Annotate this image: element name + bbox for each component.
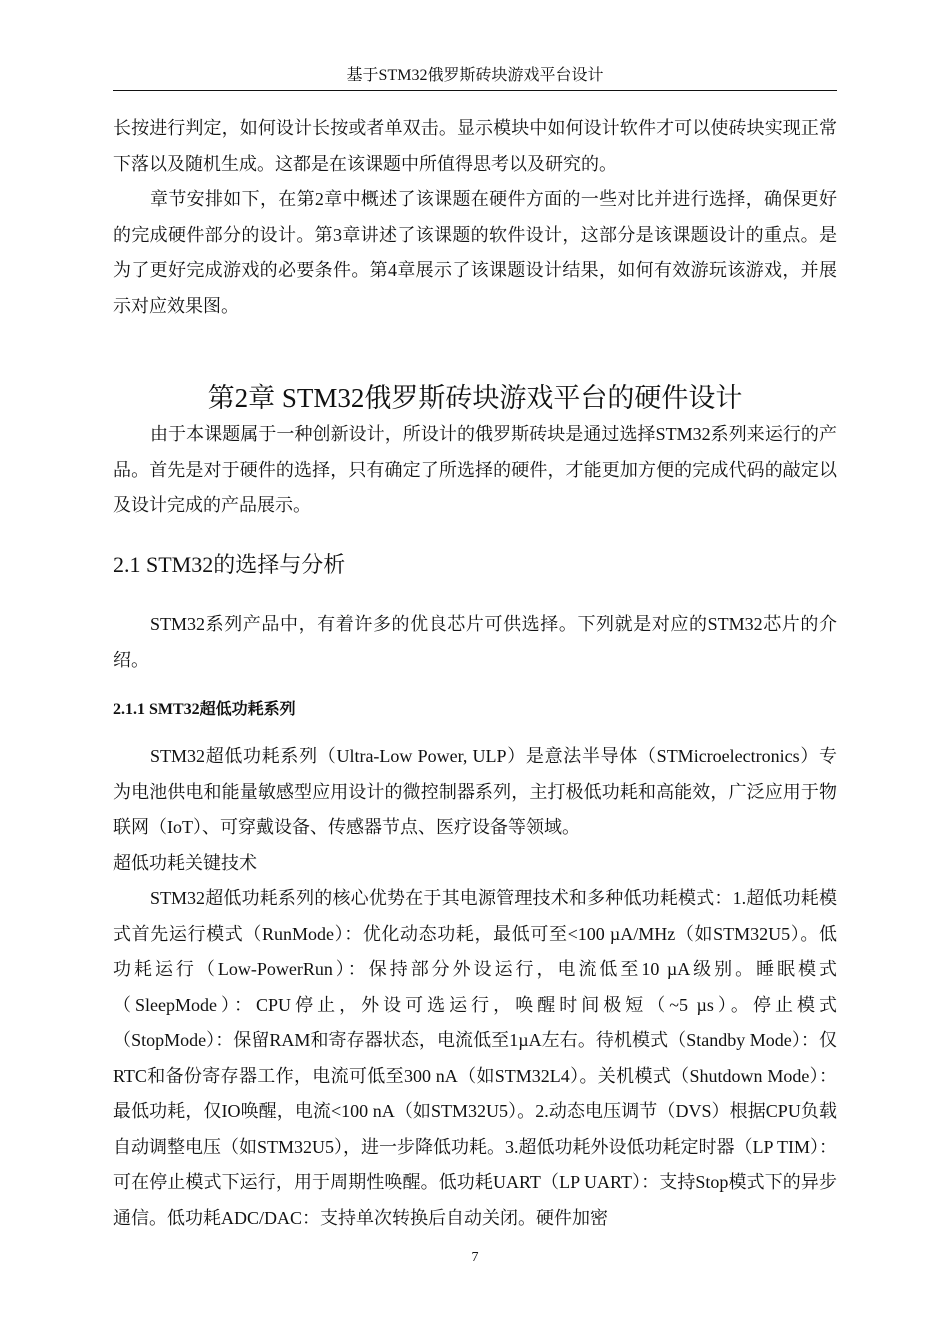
intro-block — [113, 111, 837, 324]
subsection-title: 2.1.1 SMT32超低功耗系列 — [113, 701, 296, 718]
intro-paragraph-2: 章节安排如下，在第2章中概述了该课题在硬件方面的一些对比并进行选择，确保更好的完成硬件部分的设计。第3章讲述了该课题的软件设计，这部分是该课题设计的重点。是为了更好完成游戏的必要条件。第4章展示了该课题设计结果，如何有效游玩该游戏，并展示对应效果图。 — [113, 189, 837, 316]
section-block — [113, 607, 837, 678]
subsection-block — [113, 739, 837, 1236]
chapter-paragraph-1: 由于本课题属于一种创新设计，所设计的俄罗斯砖块是通过选择STM32系列来运行的产品。首先是对于硬件的选择，只有确定了所选择的硬件，才能更加方便的完成代码的敲定以及设计完成的产品展示。 — [113, 424, 837, 515]
section-title: 2.1 STM32的选择与分析 — [113, 552, 346, 577]
subsection-label: 超低功耗关键技术 — [113, 852, 257, 873]
running-header: 基于STM32俄罗斯砖块游戏平台设计 — [346, 67, 604, 84]
chapter-intro-block — [113, 417, 837, 524]
section-paragraph-1: STM32系列产品中，有着许多的优良芯片可供选择。下列就是对应的STM32芯片的介绍。 — [113, 614, 837, 670]
subsection-paragraph-2: STM32超低功耗系列的核心优势在于其电源管理技术和多种低功耗模式：1.超低功耗模式首先运行模式（RunMode）：优化动态功耗，最低可至<100 µA/MHz（如STM32U5）。低功耗运行（Low-PowerRun）：保持部分外设运行，电流低至10 µA级别。睡眠模式（SleepMode）：CPU停止，外设可选运行，唤醒时间极短（~5 µs）。停止模式（StopMode）：保留RAM和寄存器状态，电流低至1µA左右。待机模式（Standby Mode）：仅RTC和备份寄存器工作，电流可低至300 nA（如STM32L4）。关机模式（Shutdown Mode）：最低功耗，仅IO唤醒，电流<100 nA（如STM32U5）。2.动态电压调节（DVS）根据CPU负载自动调整电压（如STM32U5），进一步降低功耗。3.超低功耗外设低功耗定时器（LP TIM）：可在停止模式下运行，用于周期性唤醒。低功耗UART（LP UART）：支持Stop模式下的异步通信。低功耗ADC/DAC：支持单次转换后自动关闭。硬件加密 — [113, 888, 838, 1228]
intro-paragraph-1: 长按进行判定，如何设计长按或者单双击。显示模块中如何设计软件才可以使砖块实现正常下落以及随机生成。这都是在该课题中所值得思考以及研究的。 — [113, 118, 837, 174]
header-rule — [113, 90, 837, 91]
chapter-title: 第2章 STM32俄罗斯砖块游戏平台的硬件设计 — [207, 383, 743, 413]
subsection-paragraph-1: STM32超低功耗系列（Ultra-Low Power, ULP）是意法半导体（STMicroelectronics）专为电池供电和能量敏感型应用设计的微控制器系列，主打极低功耗和高能效，广泛应用于物联网（IoT）、可穿戴设备、传感器节点、医疗设备等领域。 — [113, 746, 837, 837]
page-number: 7 — [471, 1250, 479, 1265]
